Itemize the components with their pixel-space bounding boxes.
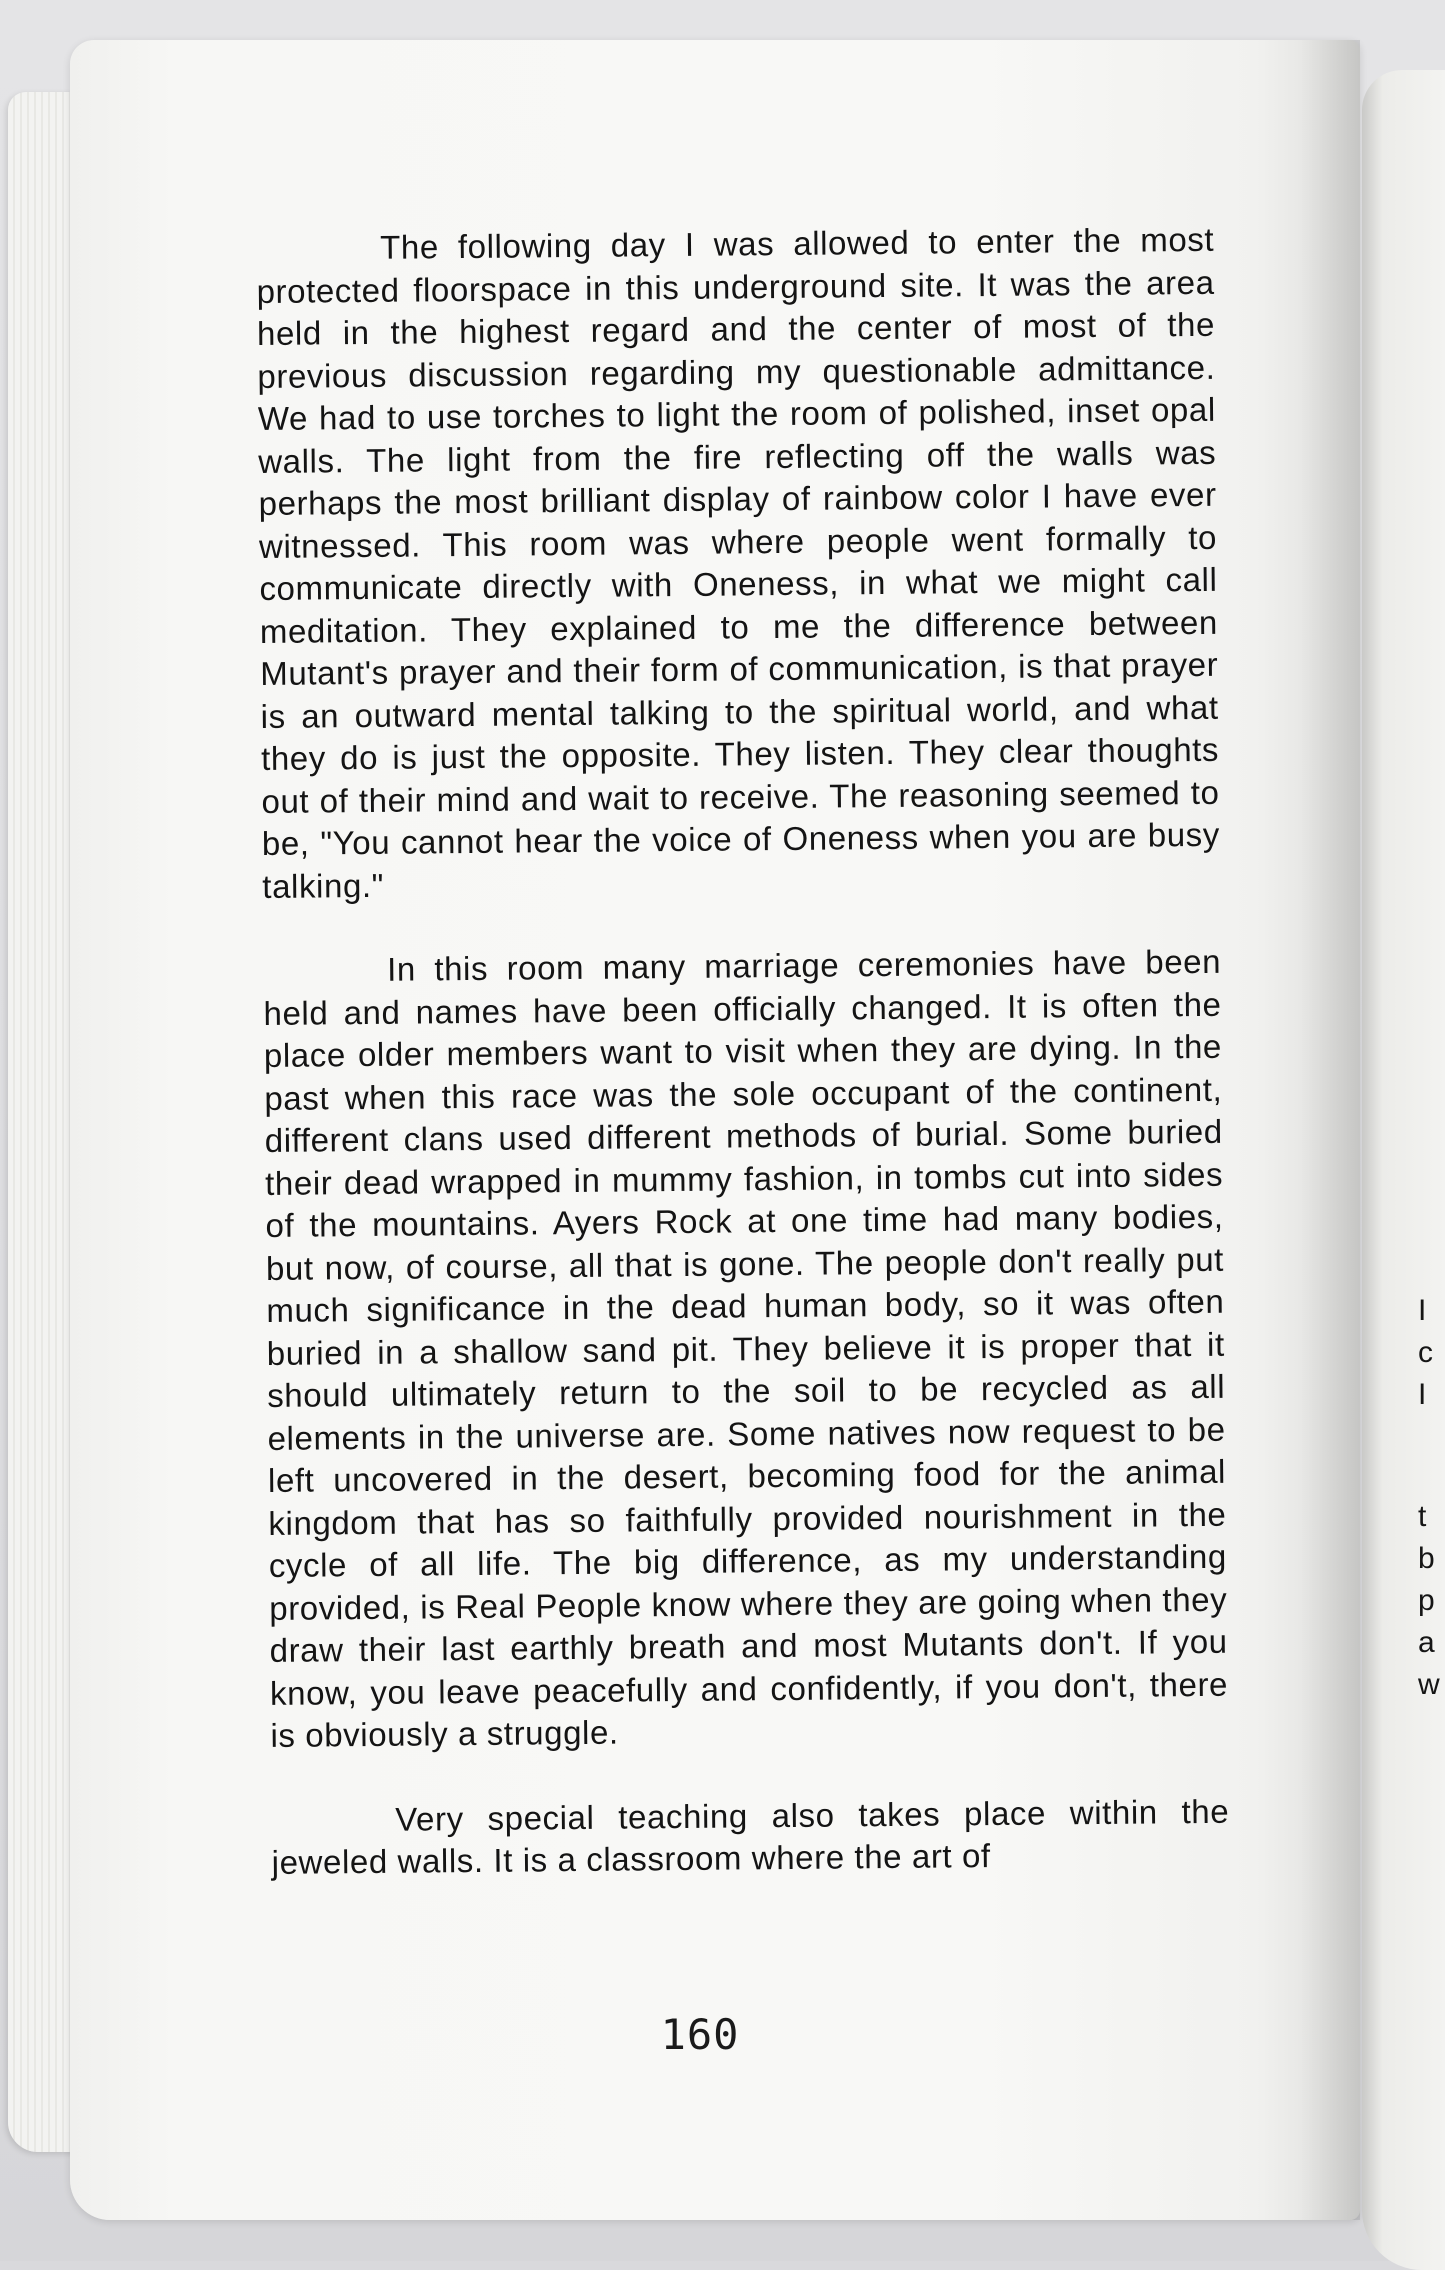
- facing-page-letter: a: [1418, 1626, 1435, 1659]
- facing-page-letter: t: [1418, 1500, 1427, 1533]
- facing-page-letter: I: [1418, 1294, 1427, 1327]
- gutter-shadow: [1300, 40, 1360, 2220]
- facing-page-spacer: [1418, 1416, 1445, 1496]
- page-body-text: [256, 219, 1230, 1927]
- facing-page-letter: I: [1418, 1378, 1427, 1411]
- facing-page-letter: b: [1418, 1542, 1435, 1575]
- paragraph-ceremonies-burial: In this room many marriage ceremonies have been held and names have been officially changed. It is often the place older members want to visit when they are dying. In the past when this race was the sole occupant of the continent, different clans used different methods of burial. Some buried their dead wrapped in mummy fashion, in tombs cut into sides of the mountains. Ayers Rock at one time had many bodies, but now, of course, all that is gone. The people don't really put much significance in the dead human body, so it was often buried in a shallow sand pit. They believe it is proper that it should ultimately return to the soil to be recycled as all elements in the universe are. Some natives now request to be left uncovered in the desert, becoming food for the animal kingdom that has so faithfully provided nourishment in the cycle of all life. The big difference, as my understanding provided, is Real People know where they are going when they draw their last earthly breath and most Mutants don't. If you know, you leave peacefully and confidently, if you don't, there is obviously a struggle.: [263, 942, 1229, 1754]
- facing-page-letter: c: [1418, 1336, 1433, 1369]
- facing-page-text-fragments: [1418, 1290, 1445, 1706]
- facing-page-edge: [1362, 70, 1445, 2270]
- paragraph-special-teaching: Very special teaching also takes place within the jeweled walls. It is a classroom where the art of: [271, 1792, 1230, 1881]
- page-number: 160: [660, 2010, 740, 2059]
- paragraph-opal-room: The following day I was allowed to enter the most protected floorspace in this underground site. It was the area held in the highest regard and the center of most of the previous discussion regarding my questionable admittance. We had to use torches to light the room of polished, inset opal walls. The light from the fire reflecting off the walls was perhaps the most brilliant display of rainbow color I have ever witnessed. This room was where people went formally to communicate directly with Oneness, in what we might call meditation. They explained to me the difference between Mutant's prayer and their form of communication, is that prayer is an outward mental talking to the spiritual world, and what they do is just the opposite. They listen. They clear thoughts out of their mind and wait to receive. The reasoning seemed to be, "You cannot hear the voice of Oneness when you are busy talking.": [256, 220, 1221, 905]
- facing-page-letter: w: [1418, 1668, 1440, 1701]
- facing-page-letter: p: [1418, 1584, 1435, 1617]
